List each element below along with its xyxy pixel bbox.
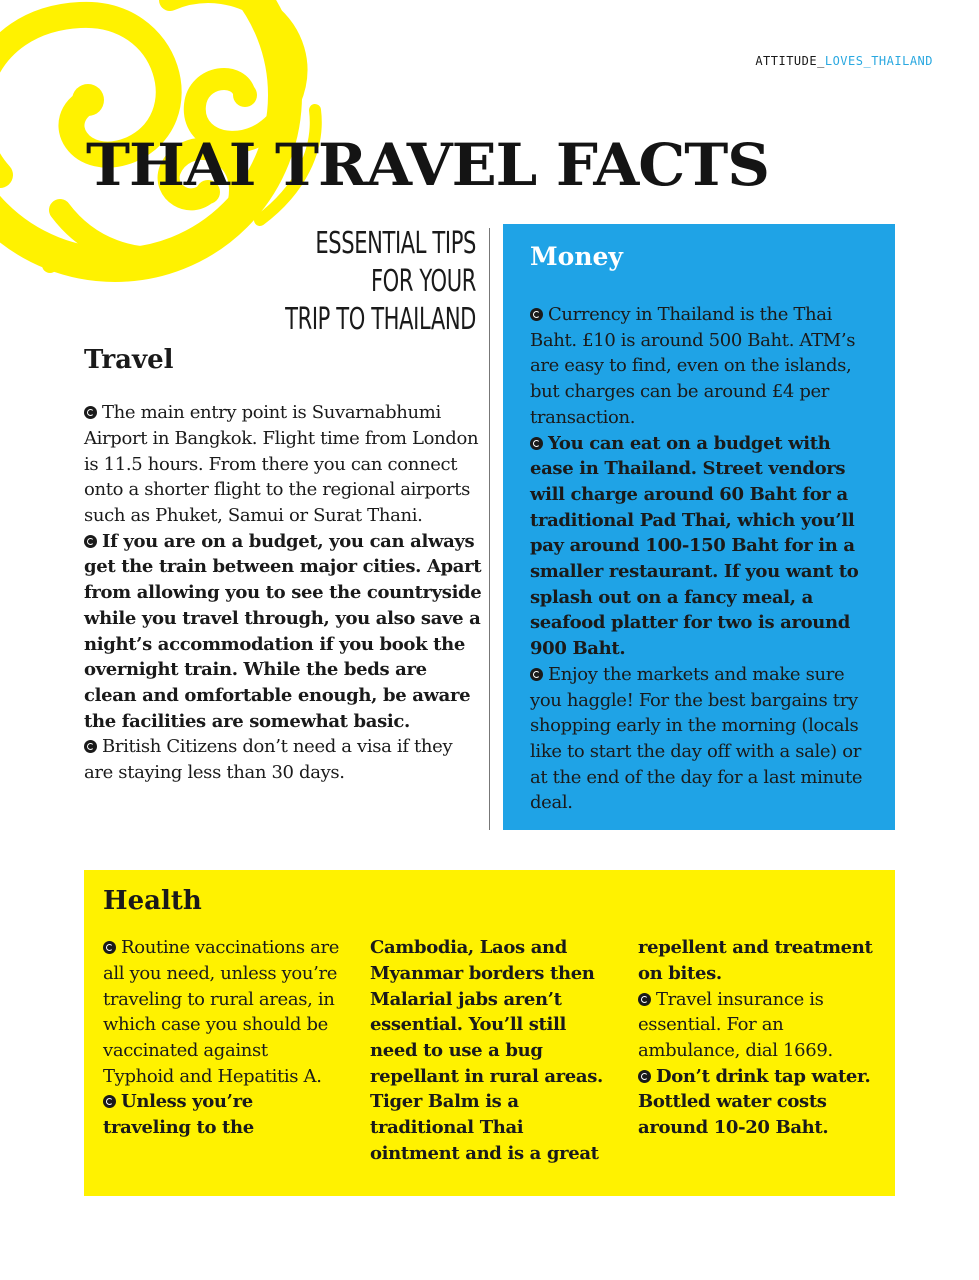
money-tip-3-text: Enjoy the markets and make sure you haggle! For the best bargains try shopping early in the morning (locals like to start the day off with a sale) or at the end of the day for a last minute deal. [530, 663, 863, 814]
health-heading: Health [103, 886, 202, 916]
bullet-icon [530, 668, 543, 681]
money-tip-2 [530, 431, 875, 662]
travel-tip-3-text: British Citizens don’t need a visa if they are staying less than 30 days. [84, 736, 453, 784]
health-column-1 [103, 935, 343, 1141]
subtitle-line-1: ESSENTIAL TIPS FOR YOUR [315, 226, 476, 299]
bullet-icon [103, 941, 116, 954]
money-body [530, 302, 875, 816]
column-divider [489, 228, 490, 830]
bullet-icon [84, 406, 97, 419]
travel-tip-2 [84, 529, 484, 735]
health-column-2 [370, 935, 610, 1166]
health-tip-3 [638, 987, 878, 1064]
travel-heading: Travel [84, 345, 174, 375]
travel-body [84, 400, 484, 786]
travel-tip-1 [84, 400, 484, 529]
health-tip-4 [638, 1064, 878, 1141]
running-head [755, 54, 933, 68]
running-head-accent: LOVES_THAILAND [824, 54, 933, 68]
bullet-icon [103, 1095, 116, 1108]
health-tip-2-end: repellent and treatment on bites. [638, 937, 873, 984]
health-tip-2-continued: Cambodia, Laos and Myanmar borders then Malarial jabs aren’t essential. You’ll still need to use a bug repellant in rural areas. Tiger Balm is a traditional Thai ointment and is a great [370, 937, 603, 1164]
travel-tip-1-text: The main entry point is Suvarnabhumi Airport in Bangkok. Flight time from London is 11.5 hours. From there you can connect onto a shorter flight to the regional airports such as Phuket, Samui or Surat Thani. [84, 402, 479, 526]
health-tip-4-text: Don’t drink tap water. Bottled water costs around 10-20 Baht. [638, 1065, 871, 1139]
bullet-icon [530, 437, 543, 450]
health-section [84, 870, 895, 1196]
bullet-icon [638, 1070, 651, 1083]
travel-tip-3 [84, 734, 484, 785]
travel-tip-2-text: If you are on a budget, you can always get the train between major cities. Apart from allowing you to see the countryside while you travel through, you also save a night’s accommodation if you book the overnight train. While the beds are clean and omfortable enough, be aware the facilities are somewhat basic. [84, 530, 482, 732]
page-title: THAI TRAVEL FACTS [86, 131, 770, 199]
running-head-prefix: ATTITUDE_ [755, 54, 825, 68]
health-tip-2-start [103, 1089, 343, 1140]
bullet-icon [84, 740, 97, 753]
money-tip-1 [530, 302, 875, 431]
health-tip-1 [103, 935, 343, 1089]
health-tip-2-start-text: Unless you’re traveling to the [103, 1091, 254, 1139]
money-section [503, 224, 895, 830]
subtitle [276, 225, 476, 339]
health-column-3 [638, 935, 878, 1141]
money-tip-2-text: You can eat on a budget with ease in Thailand. Street vendors will charge around 60 Baht for a traditional Pad Thai, which you’ll pay around 100-150 Baht for in a smaller restaurant. If you want to splash out on a fancy meal, a seafood platter for two is around 900 Baht. [530, 432, 859, 660]
travel-section [84, 345, 484, 786]
health-tip-1-text: Routine vaccinations are all you need, unless you’re traveling to rural areas, in which case you should be vaccinated against Typhoid and Hepatitis A. [103, 937, 340, 1087]
money-tip-1-text: Currency in Thailand is the Thai Baht. £10 is around 500 Baht. ATM’s are easy to find, even on the islands, but charges can be around £4 per transaction. [530, 304, 856, 428]
money-heading: Money [530, 242, 623, 271]
bullet-icon [638, 993, 651, 1006]
subtitle-line-2: TRIP TO THAILAND [285, 302, 476, 337]
bullet-icon [530, 308, 543, 321]
money-tip-3 [530, 662, 875, 816]
health-tip-3-text: Travel insurance is essential. For an ambulance, dial 1669. [638, 988, 833, 1061]
bullet-icon [84, 535, 97, 548]
